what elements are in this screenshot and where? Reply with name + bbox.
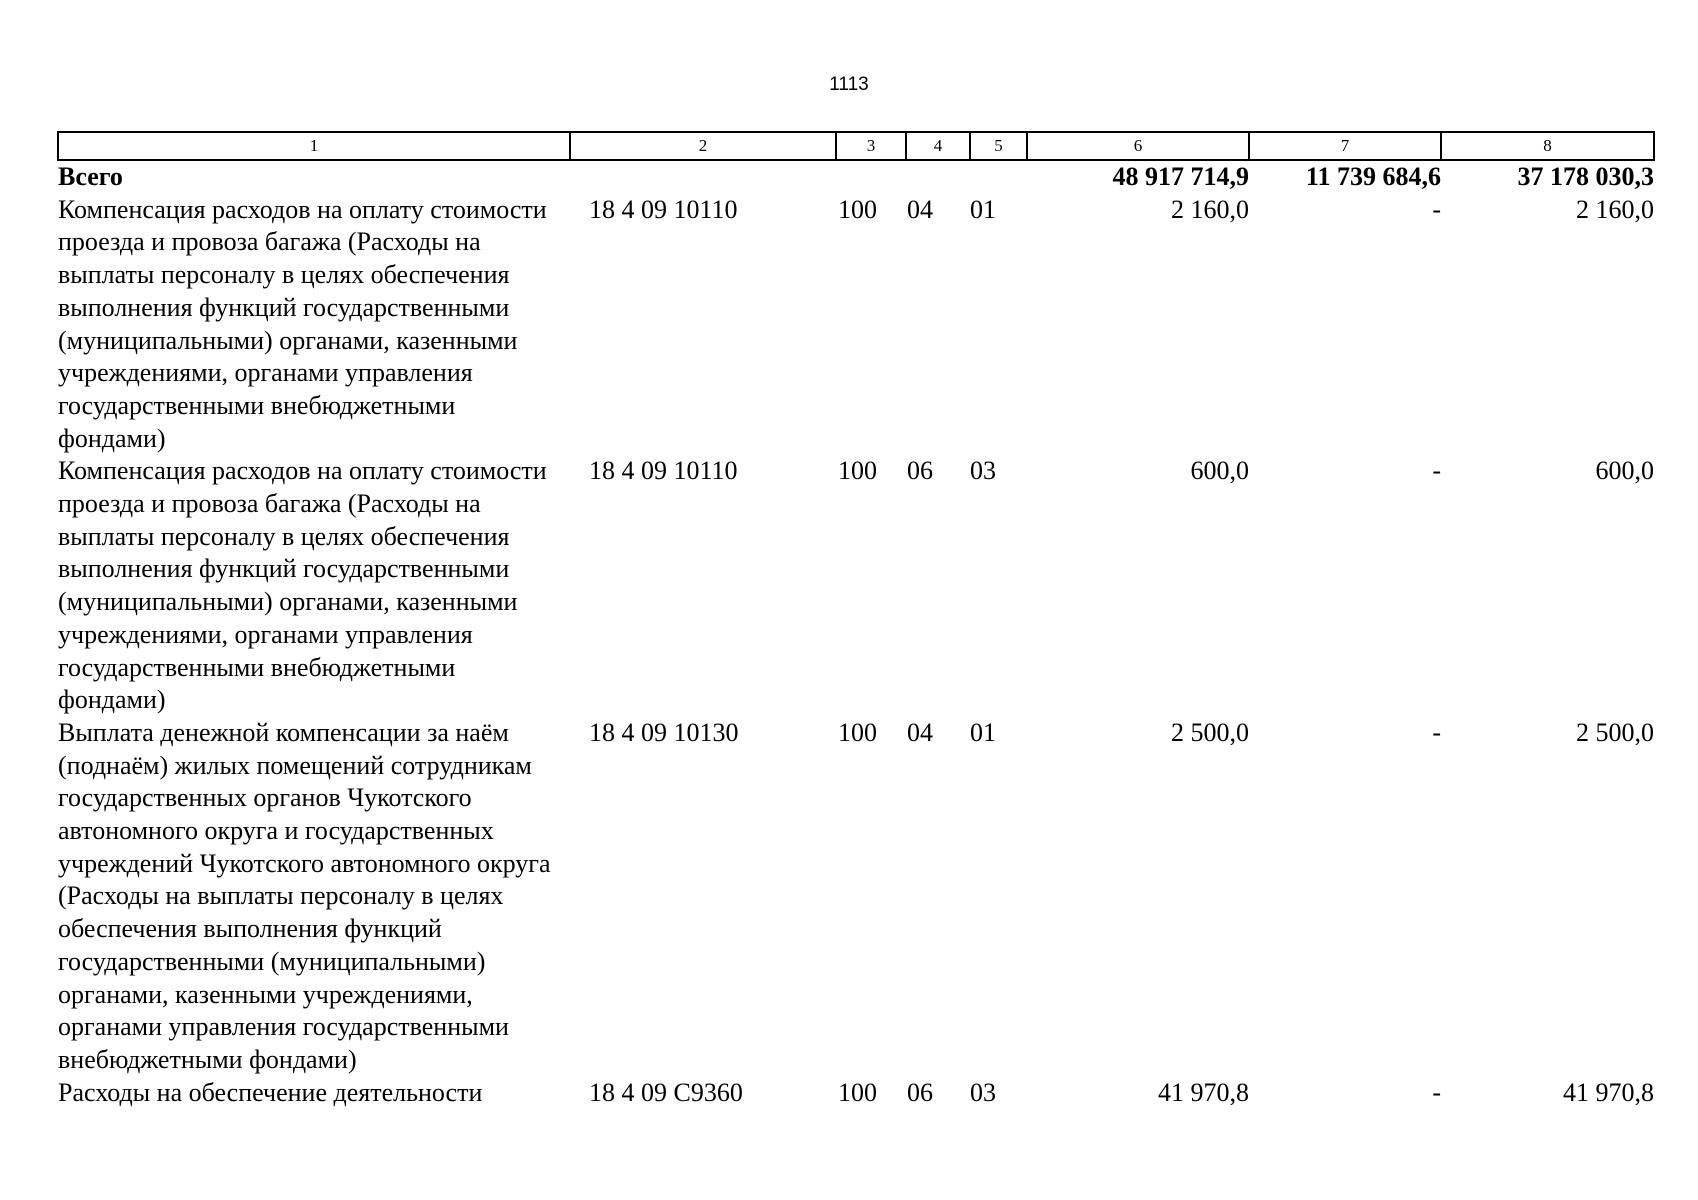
section-code: 06 — [907, 1077, 933, 1107]
total-code-cell — [570, 160, 836, 194]
table-row — [58, 1077, 1654, 1110]
amount-col6: 41 970,8 — [1158, 1077, 1249, 1107]
budget-table — [57, 131, 1655, 1109]
amount-col6: 600,0 — [1190, 456, 1249, 486]
total-col7: 11 739 684,6 — [1305, 162, 1441, 191]
total-rz-cell — [906, 160, 970, 194]
section-code: 04 — [907, 717, 933, 747]
table-row — [58, 717, 1654, 1077]
amount-col7: - — [1432, 194, 1441, 224]
column-header-2: 2 — [570, 132, 836, 160]
expense-type-code: 100 — [838, 194, 877, 224]
total-col8: 37 178 030,3 — [1517, 162, 1654, 191]
amount-col8: 41 970,8 — [1563, 1077, 1654, 1107]
amount-col6: 2 500,0 — [1171, 717, 1249, 747]
column-header-7: 7 — [1249, 132, 1441, 160]
table-header — [58, 132, 1654, 160]
column-number-row — [58, 132, 1654, 160]
expense-type-code: 100 — [838, 456, 877, 486]
expense-type-code: 100 — [838, 717, 877, 747]
section-code: 04 — [907, 194, 933, 224]
table-row — [58, 194, 1654, 456]
target-article-code: 18 4 09 10130 — [589, 717, 739, 747]
amount-col7: - — [1432, 717, 1441, 747]
column-header-4: 4 — [906, 132, 970, 160]
amount-col7: - — [1432, 1077, 1441, 1107]
amount-col6: 2 160,0 — [1171, 194, 1249, 224]
total-pr-cell — [970, 160, 1027, 194]
expense-type-code: 100 — [838, 1077, 877, 1107]
subsection-code: 03 — [970, 456, 996, 486]
subsection-code: 03 — [970, 1077, 996, 1107]
expense-name: Выплата денежной компенсации за наём (поднаём) жилых помещений сотрудникам государственных органов Чукотского автономного округа и государственных учреждений Чукотского автономного округа (Расходы на выплаты персоналу в целях обеспечения выполнения функций государственными (муниципальными) органами, казенными учреждениями, органами управления государственными внебюджетными фондами) — [58, 717, 551, 1074]
amount-col7: - — [1432, 456, 1441, 486]
column-header-8: 8 — [1441, 132, 1654, 160]
total-col6: 48 917 714,9 — [1112, 162, 1249, 191]
amount-col8: 600,0 — [1595, 456, 1654, 486]
target-article-code: 18 4 09 С9360 — [589, 1077, 743, 1107]
total-label: Всего — [58, 162, 123, 191]
subsection-code: 01 — [970, 717, 996, 747]
amount-col8: 2 160,0 — [1576, 194, 1654, 224]
subsection-code: 01 — [970, 194, 996, 224]
table-row — [58, 455, 1654, 717]
column-header-5: 5 — [970, 132, 1027, 160]
target-article-code: 18 4 09 10110 — [589, 194, 738, 224]
total-row — [58, 160, 1654, 194]
column-header-3: 3 — [836, 132, 906, 160]
table-body — [58, 160, 1654, 1109]
amount-col8: 2 500,0 — [1576, 717, 1654, 747]
target-article-code: 18 4 09 10110 — [589, 456, 738, 486]
expense-name: Компенсация расходов на оплату стоимости проезда и провоза багажа (Расходы на выплаты персоналу в целях обеспечения выполнения функций государственными (муниципальными) органами, казенными учреждениями, органами управления государственными внебюджетными фондами) — [58, 194, 547, 453]
column-header-6: 6 — [1027, 132, 1249, 160]
page-number: 1113 — [829, 74, 869, 95]
section-code: 06 — [907, 456, 933, 486]
expense-name: Компенсация расходов на оплату стоимости проезда и провоза багажа (Расходы на выплаты персоналу в целях обеспечения выполнения функций государственными (муниципальными) органами, казенными учреждениями, органами управления государственными внебюджетными фондами) — [58, 456, 547, 715]
total-vr-cell — [836, 160, 906, 194]
expense-name: Расходы на обеспечение деятельности — [58, 1077, 483, 1107]
column-header-1: 1 — [58, 132, 570, 160]
